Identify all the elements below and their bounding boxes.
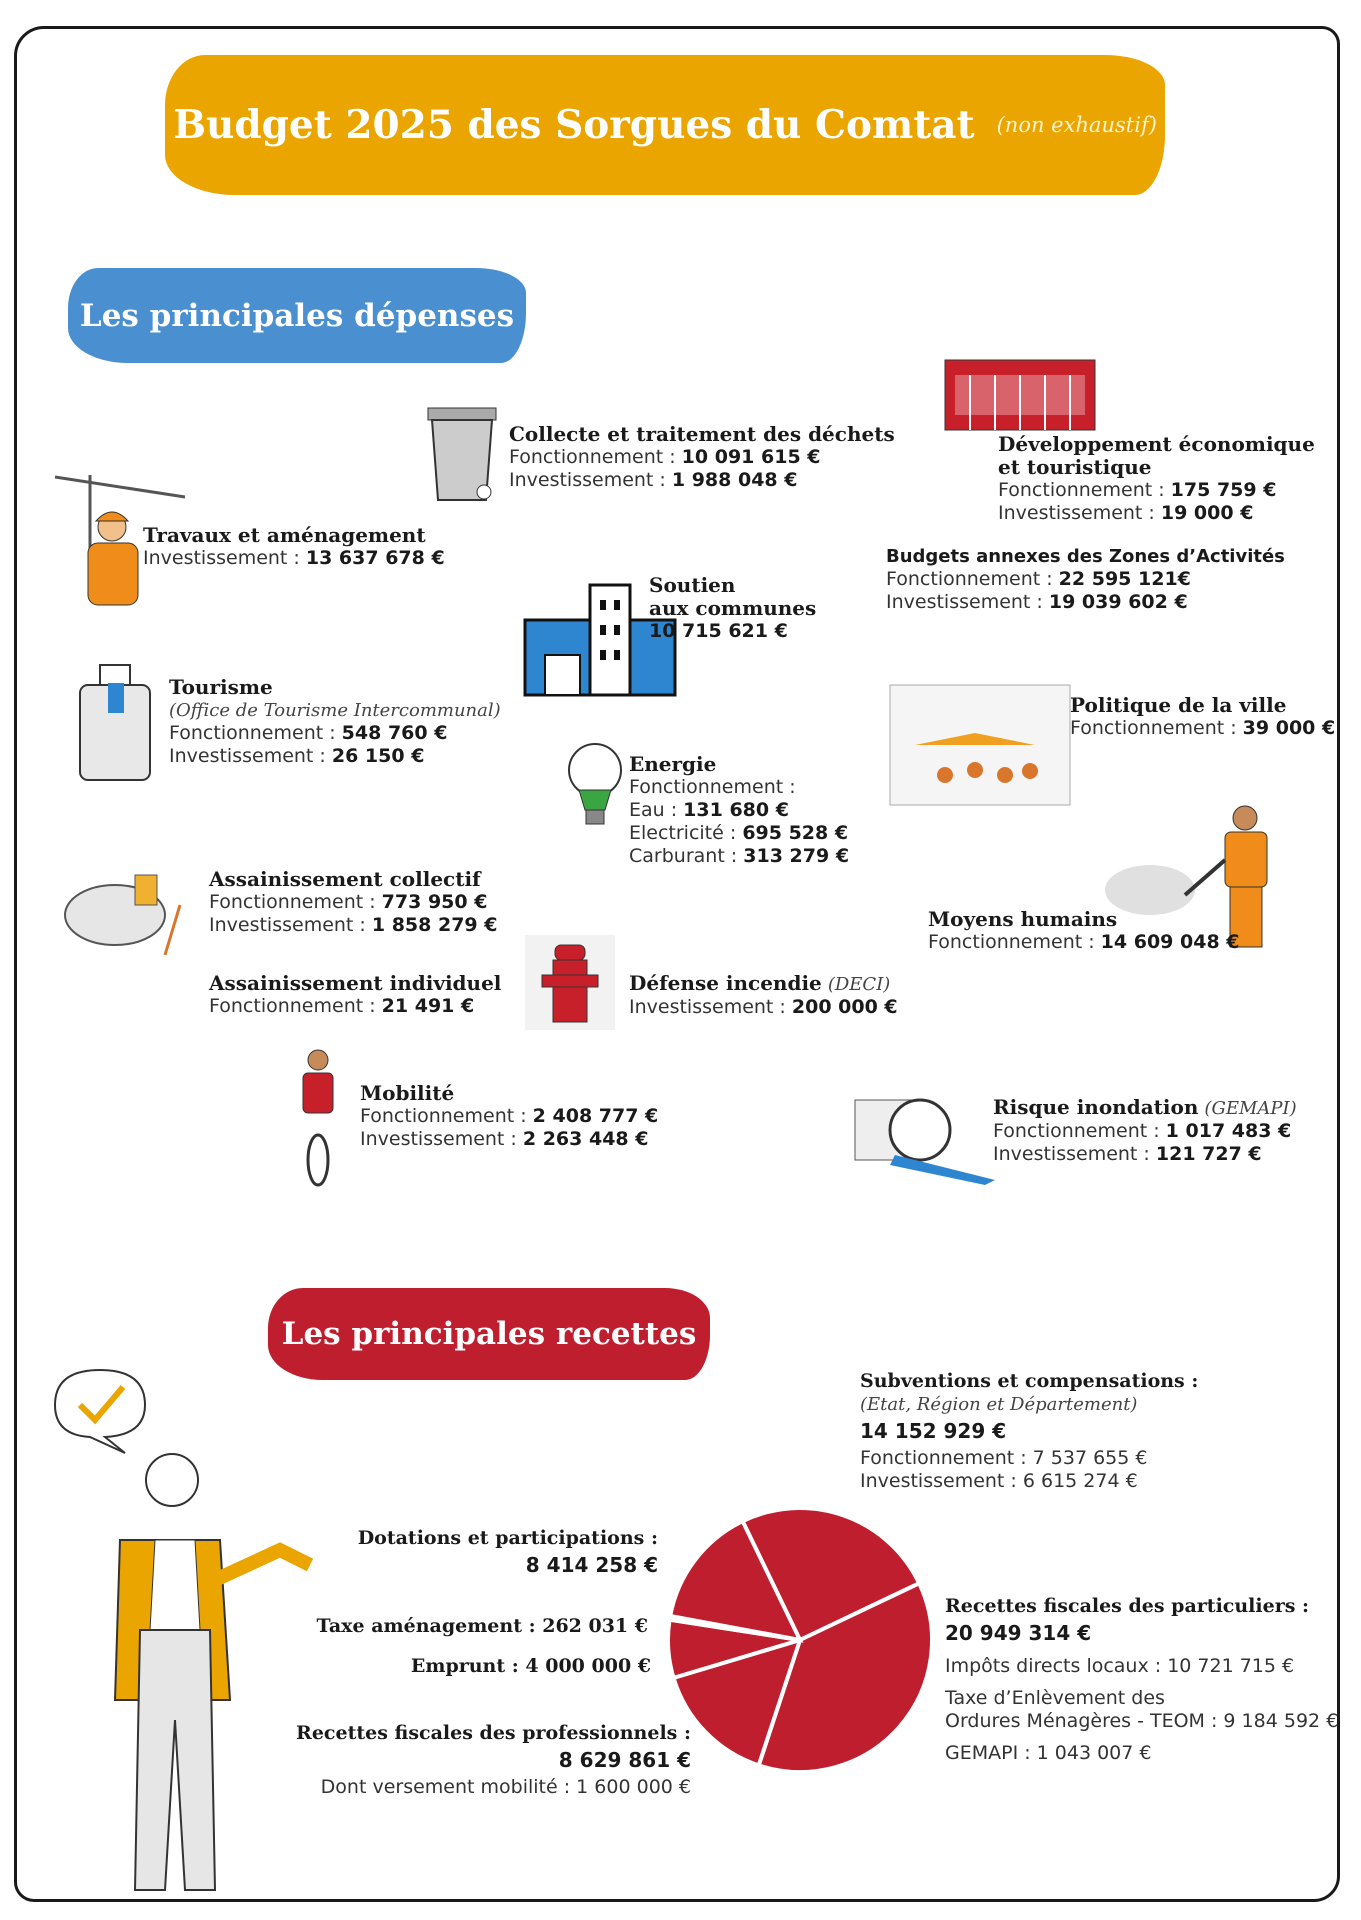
suitcase-icon — [70, 655, 160, 790]
defense-inv-label: Investissement : — [629, 996, 792, 1018]
zones-title: Budgets annexes des Zones d’Activités — [886, 546, 1285, 567]
soutien-title-1: Soutien — [649, 573, 736, 597]
dechets-inv-label: Investissement : — [509, 469, 672, 491]
travaux-title: Travaux et aménagement — [143, 523, 426, 547]
flood-pipe-icon — [845, 1080, 1000, 1190]
soutien-value: 10 715 621 € — [649, 620, 788, 642]
pros-value: 8 629 861 € — [558, 1748, 691, 1772]
energie-elec-label: Electricité : — [629, 822, 743, 844]
title-banner — [165, 55, 1165, 195]
tourisme-inv-value: 26 150 € — [331, 745, 425, 767]
tourisme-fonc-value: 548 760 € — [341, 722, 448, 744]
subventions-fonc: Fonctionnement : 7 537 655 € — [860, 1447, 1148, 1469]
pros-detail: Dont versement mobilité : 1 600 000 € — [320, 1776, 691, 1798]
recettes-pie-chart — [660, 1500, 940, 1780]
subventions-total: 14 152 929 € — [860, 1419, 1007, 1443]
politique-fonc-label: Fonctionnement : — [1070, 717, 1243, 739]
dotations-value: 8 414 258 € — [525, 1553, 658, 1577]
zones-fonc-value: 22 595 121€ — [1058, 568, 1191, 590]
septic-tank-icon — [55, 855, 190, 965]
taxe-block — [248, 1615, 648, 1638]
moyens-title: Moyens humains — [928, 907, 1118, 931]
defense-block — [629, 972, 898, 1019]
tourisme-fonc-label: Fonctionnement : — [169, 722, 342, 744]
energie-eau-label: Eau : — [629, 799, 684, 821]
dechets-block — [509, 423, 895, 492]
assain-col-block — [209, 868, 497, 937]
mobilite-fonc-value: 2 408 777 € — [532, 1105, 659, 1127]
politique-title: Politique de la ville — [1070, 693, 1287, 717]
mobilite-title: Mobilité — [360, 1081, 455, 1105]
particuliers-title: Recettes fiscales des particuliers : — [945, 1595, 1310, 1617]
politique-fonc-value: 39 000 € — [1242, 717, 1336, 739]
inondation-inv-value: 121 727 € — [1155, 1143, 1262, 1165]
assain-ind-fonc-value: 21 491 € — [381, 995, 475, 1017]
zones-fonc-label: Fonctionnement : — [886, 568, 1059, 590]
mobilite-fonc-label: Fonctionnement : — [360, 1105, 533, 1127]
soutien-block — [649, 574, 816, 643]
inondation-block — [993, 1096, 1297, 1166]
zones-block — [886, 545, 1285, 614]
assain-ind-title: Assainissement individuel — [209, 971, 502, 995]
moyens-block — [928, 908, 1240, 954]
assain-col-inv-label: Investissement : — [209, 914, 372, 936]
inondation-fonc-value: 1 017 483 € — [1165, 1120, 1292, 1142]
dotations-block — [258, 1527, 658, 1577]
mobilite-inv-label: Investissement : — [360, 1128, 523, 1150]
dev-inv-label: Investissement : — [998, 502, 1161, 524]
particuliers-teom-1: Taxe d’Enlèvement des — [945, 1687, 1165, 1709]
inondation-fonc-label: Fonctionnement : — [993, 1120, 1166, 1142]
mobilite-inv-value: 2 263 448 € — [522, 1128, 649, 1150]
taxe-label: Taxe aménagement : 262 031 € — [316, 1615, 648, 1637]
energie-carb-value: 313 279 € — [743, 845, 850, 867]
cyclist-icon — [283, 1045, 353, 1190]
energie-carb-label: Carburant : — [629, 845, 744, 867]
energie-block — [629, 753, 849, 868]
dev-title-2: et touristique — [998, 455, 1152, 479]
tourisme-inv-label: Investissement : — [169, 745, 332, 767]
page-title: Budget 2025 des Sorgues du Comtat — [173, 102, 975, 148]
inondation-inv-label: Investissement : — [993, 1143, 1156, 1165]
energie-eau-value: 131 680 € — [683, 799, 789, 821]
recettes-banner — [268, 1288, 710, 1380]
dev-title-1: Développement économique — [998, 432, 1315, 456]
inondation-sub: (GEMAPI) — [1204, 1098, 1297, 1119]
tourisme-title: Tourisme — [169, 675, 273, 699]
pros-block — [191, 1722, 691, 1799]
trash-bin-icon — [422, 400, 502, 505]
zones-inv-value: 19 039 602 € — [1048, 591, 1188, 613]
subventions-title: Subventions et compensations : — [860, 1370, 1199, 1392]
soutien-title-2: aux communes — [649, 596, 817, 620]
defense-sub: (DECI) — [827, 974, 891, 995]
depenses-title: Les principales dépenses — [79, 297, 515, 334]
subventions-inv: Investissement : 6 615 274 € — [860, 1470, 1138, 1492]
recettes-title: Les principales recettes — [281, 1316, 697, 1352]
dotations-title: Dotations et participations : — [357, 1527, 658, 1549]
dev-block — [998, 433, 1315, 525]
particuliers-gemapi: GEMAPI : 1 043 007 € — [945, 1742, 1152, 1764]
depenses-banner — [68, 268, 526, 363]
particuliers-value: 20 949 314 € — [945, 1621, 1092, 1645]
subventions-sub: (Etat, Région et Département) — [860, 1394, 1138, 1415]
travaux-inv-value: 13 637 678 € — [305, 547, 445, 569]
particuliers-block — [945, 1595, 1338, 1765]
subventions-block — [860, 1370, 1198, 1493]
dechets-title: Collecte et traitement des déchets — [509, 422, 895, 446]
inondation-title: Risque inondation — [993, 1095, 1199, 1119]
defense-inv-value: 200 000 € — [791, 996, 898, 1018]
energie-fonc-label: Fonctionnement : — [629, 776, 796, 798]
assain-col-inv-value: 1 858 279 € — [371, 914, 498, 936]
assain-ind-fonc-label: Fonctionnement : — [209, 995, 382, 1017]
tourisme-sub: (Office de Tourisme Intercommunal) — [169, 700, 501, 721]
travaux-block — [143, 524, 445, 570]
dechets-inv-value: 1 988 048 € — [671, 469, 798, 491]
travaux-inv-label: Investissement : — [143, 547, 306, 569]
assain-col-fonc-value: 773 950 € — [381, 891, 488, 913]
moyens-fonc-label: Fonctionnement : — [928, 931, 1101, 953]
assain-ind-block — [209, 972, 501, 1018]
assain-col-fonc-label: Fonctionnement : — [209, 891, 382, 913]
energie-title: Energie — [629, 752, 717, 776]
lightbulb-icon — [565, 740, 625, 830]
city-street-icon — [885, 675, 1075, 815]
tourisme-block — [169, 676, 501, 768]
dev-fonc-value: 175 759 € — [1170, 479, 1277, 501]
pros-title: Recettes fiscales des professionnels : — [296, 1722, 691, 1744]
particuliers-impots: Impôts directs locaux : 10 721 715 € — [945, 1655, 1295, 1677]
emprunt-block — [251, 1655, 651, 1678]
page-subtitle: (non exhaustif) — [996, 113, 1157, 137]
zones-inv-label: Investissement : — [886, 591, 1049, 613]
emprunt-label: Emprunt : 4 000 000 € — [410, 1655, 651, 1677]
politique-block — [1070, 694, 1335, 740]
assain-col-title: Assainissement collectif — [209, 867, 481, 891]
defense-title: Défense incendie — [629, 971, 822, 995]
energie-elec-value: 695 528 € — [742, 822, 849, 844]
dev-inv-value: 19 000 € — [1160, 502, 1254, 524]
fire-hydrant-icon — [520, 925, 620, 1035]
dev-fonc-label: Fonctionnement : — [998, 479, 1171, 501]
mobilite-block — [360, 1082, 658, 1151]
dechets-fonc-label: Fonctionnement : — [509, 446, 682, 468]
dechets-fonc-value: 10 091 615 € — [681, 446, 821, 468]
moyens-fonc-value: 14 609 048 € — [1100, 931, 1240, 953]
particuliers-teom-2: Ordures Ménagères - TEOM : 9 184 592 € — [945, 1710, 1339, 1732]
